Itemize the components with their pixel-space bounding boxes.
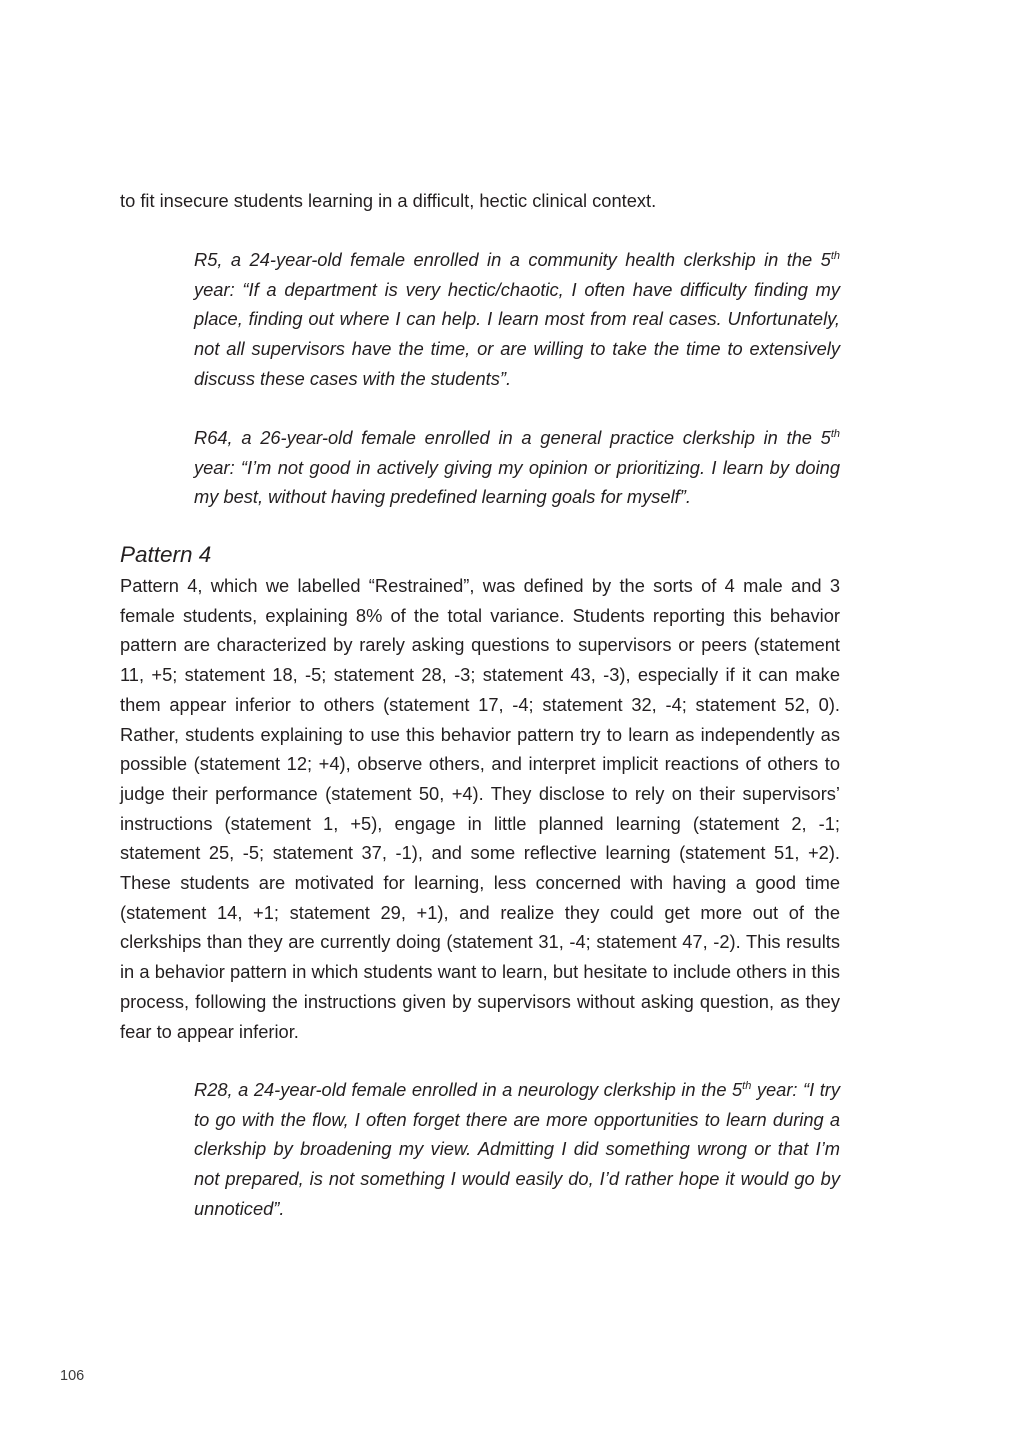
quote-r5-superscript: th (830, 249, 840, 262)
quote-r28-text: year: “I try to go with the flow, I often forget there are more opportunities to learn during a clerkship by broadening my view. Admitting I did something wrong or that I’m not prepared, is not something I would easily do, I’d rather hope it would go by unnoticed”. (194, 1079, 840, 1219)
quote-r5 (194, 245, 840, 394)
quote-r28 (194, 1075, 840, 1224)
quote-r5-text: year: “If a department is very hectic/chaotic, I often have difficulty finding my place, finding out where I can help. I learn most from real cases. Unfortunately, not all supervisors have the time, or are willing to take the time to extensively discuss these cases with the students”. (194, 278, 840, 389)
quote-r5-lead: R5, a 24-year-old female enrolled in a community health clerkship in the 5 (194, 249, 831, 270)
quote-r64-text: year: “I’m not good in actively giving my opinion or prioritizing. I learn by doing my best, without having predefined learning goals for myself”. (194, 456, 840, 508)
quote-r64 (194, 423, 840, 512)
quote-r28-superscript: th (742, 1079, 752, 1092)
page-number: 106 (60, 1368, 85, 1384)
quote-r28-lead: R28, a 24-year-old female enrolled in a neurology clerkship in the 5 (194, 1079, 743, 1100)
quote-r64-lead: R64, a 26-year-old female enrolled in a general practice clerkship in the 5 (194, 427, 831, 448)
quote-r64-superscript: th (830, 427, 840, 440)
pattern-4-paragraph: Pattern 4, which we labelled “Restrained”, was defined by the sorts of 4 male and 3 female students, explaining 8% of the total variance. Students reporting this behavior pattern are characterized by rarely asking questions to supervisors or peers (statement 11, +5; statement 18, -5; statement 28, -3; statement 43, -3), especially if it can make them appear inferior to others (statement 17, -4; statement 32, -4; statement 52, 0). Rather, students explaining to use this behavior pattern try to learn as independently as possible (statement 12; +4), observe others, and interpret implicit reactions of others to judge their performance (statement 50, +4). They disclose to rely on their supervisors’ instructions (statement 1, +5), engage in little planned learning (statement 2, -1; statement 25, -5; statement 37, -1), and some reflective learning (statement 51, +2). These students are motivated for learning, less concerned with having a good time (statement 14, +1; statement 29, +1), and realize they could get more out of the clerkships than they are currently doing (statement 31, -4; statement 47, -2). This results in a behavior pattern in which students want to learn, but hesitate to include others in this process, following the instructions given by supervisors without asking question, as they fear to appear inferior. (120, 575, 840, 1042)
intro-paragraph: to fit insecure students learning in a difficult, hectic clinical context. (120, 190, 657, 211)
section-heading: Pattern 4 (120, 542, 212, 567)
